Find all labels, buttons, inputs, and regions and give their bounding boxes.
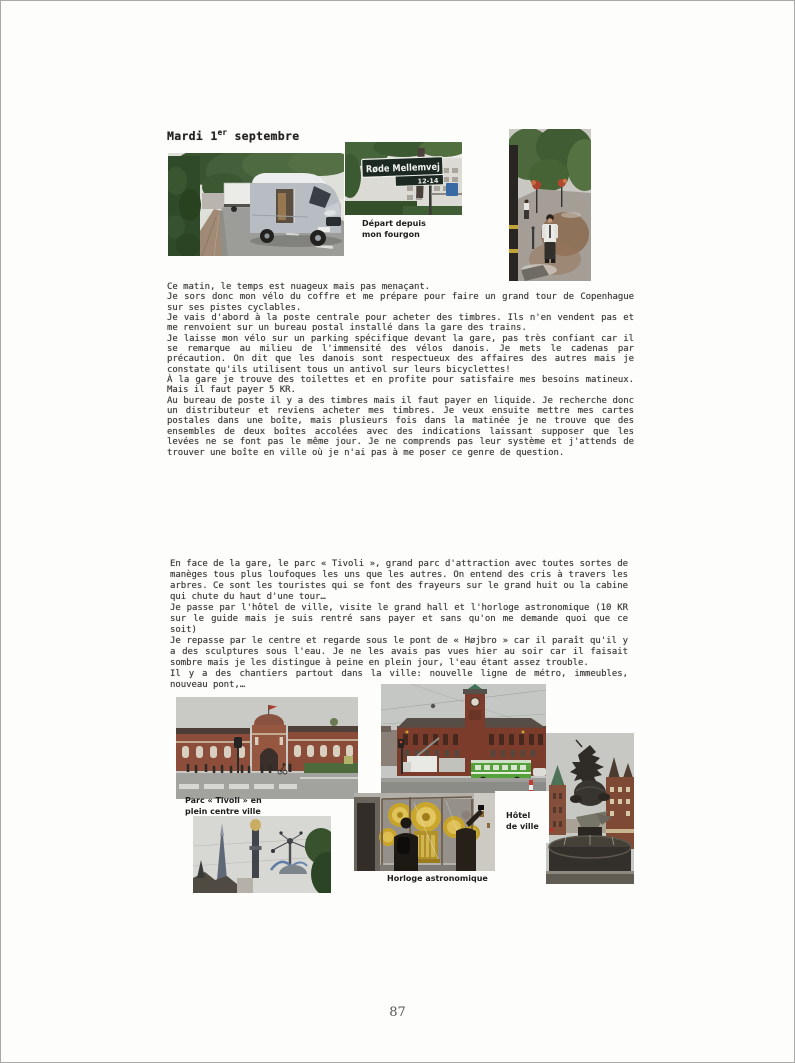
journal-afternoon-text [170,559,628,691]
clock-tower [463,684,487,728]
gate-structure [509,145,518,281]
paragraph-tivoli: En face de la gare, le parc « Tivoli », grand parc d'attraction avec toutes sortes de manèges tous plus loufoques les uns que les autres. On entend des cris à travers les arbres. Ce sont les touristes qui se font des frayeurs sur le grand huit ou la cabine qui chute du haut d'une tour… [170,559,628,602]
caption-city-hall-line1: Hôtel [506,811,531,820]
caption-van-line2: mon fourgon [362,229,420,239]
street-sign-illustration [345,142,462,215]
photo-van-street [168,153,344,256]
caption-city-hall-box [495,791,549,843]
sign-pole [429,185,432,215]
title-text: Mardi 1 [167,128,218,143]
paragraph-bike-parking: Je laisse mon vélo sur un parking spécifique devant la gare, pas très confiant car il se remarque au milieu de l'immensité des vélos danois. Je mets le cadenas par précaution. On dit que les danois sont respectueux des affaires des autres mais je constate qu'ils utilisent tous un antivol sur leurs bicyclettes! [167,333,634,375]
caption-tivoli-line1: Parc « Tivoli » en [185,796,262,805]
paragraph-bike: Je sors donc mon vélo du coffre et me prépare pour faire un grand tour de Copenhague sur ses pistes cyclables. [167,292,634,313]
fountain-basin [549,835,631,873]
photo-astronomical-clock [354,793,495,871]
photo-city-hall [381,684,546,804]
caption-city-hall [495,791,549,832]
caption-van [362,219,426,240]
photo-tivoli-rides [193,816,331,893]
bollard [532,229,534,249]
page-number: 87 [389,1005,406,1020]
page-title [167,128,299,143]
paragraph-weather: Ce matin, le temps est nuageux mais pas menaçant. [167,282,431,292]
parking-sign [446,183,458,196]
photo-tivoli-entrance [176,697,358,799]
photo-dragon-fountain [546,733,634,884]
paragraph-post-office: Je vais d'abord à la poste centrale pour acheter des timbres. Ils n'en vendent pas et me renvoient sur un bureau postal installé dans la gare des trains. [167,313,634,334]
paragraph-works: Il y a des chantiers partout dans la ville: nouvelle ligne de métro, immeubles, nouveau pont,… [170,669,628,690]
crosswalk [179,784,297,789]
caption-clock: Horloge astronomique [387,874,488,883]
street-sign-name: Røde Mellemvej [365,161,452,176]
caption-city-hall-line2: de ville [506,821,539,831]
paragraph-toilets: À la gare je trouve des toilettes et en profite pour satisfaire mes besoins matineux. Mais il faut payer 5 KR. [167,375,634,396]
van-street-illustration [168,153,344,256]
caption-tivoli-line2: plein centre ville [185,806,261,816]
paragraph-stamps: Au bureau de poste il y a des timbres mais il faut payer en liquide. Je recherche donc un distributeur et reviens acheter mes timbres. Je veux ensuite mettre mes cartes postales dans une boîte, mais plusieurs fois dans la matinée je ne trouve que des ensembles de deux boîtes accolées avec des indications laissant supposer que les levées ne se font pas le même jour. Je ne comprends pas leur système et j'attends de trouver une boîte en ville où je n'ai pas à me poser ce genre de question. [167,395,634,458]
paragraph-city-hall: Je passe par l'hôtel de ville, visite le grand hall et l'horloge astronomique (10 KR sur le guide mais je suis rentré sans payer et sans qu'on me demande quoi que ce soit) [170,603,628,635]
title-superscript: er [217,128,228,137]
caption-tivoli [185,796,262,817]
tivoli-rides-illustration [193,816,331,893]
journal-morning-text [167,282,634,458]
dragon-fountain-illustration [546,733,634,884]
far-pedestrian [524,200,529,220]
caption-van-line1: Départ depuis [362,219,426,228]
city-hall-illustration [381,684,546,804]
paragraph-bridge: Je repasse par le centre et regarde sous le pont de « Højbro » car il paraît qu'il y a des sculptures sous l'eau. Je ne les avais pas vues hier au soir car il faisait sombre mais je les distingue à peine en plein jour, l'eau étant assez trouble. [170,636,628,668]
street-sign-number: 12-14 [417,176,439,186]
tivoli-entrance-illustration [176,697,358,799]
photo-street-sign [345,142,462,215]
astronomical-clock-illustration [354,793,495,871]
title-text-suffix: septembre [227,128,300,143]
rain-walk-illustration [509,129,591,281]
photo-man-in-rain [509,129,591,281]
